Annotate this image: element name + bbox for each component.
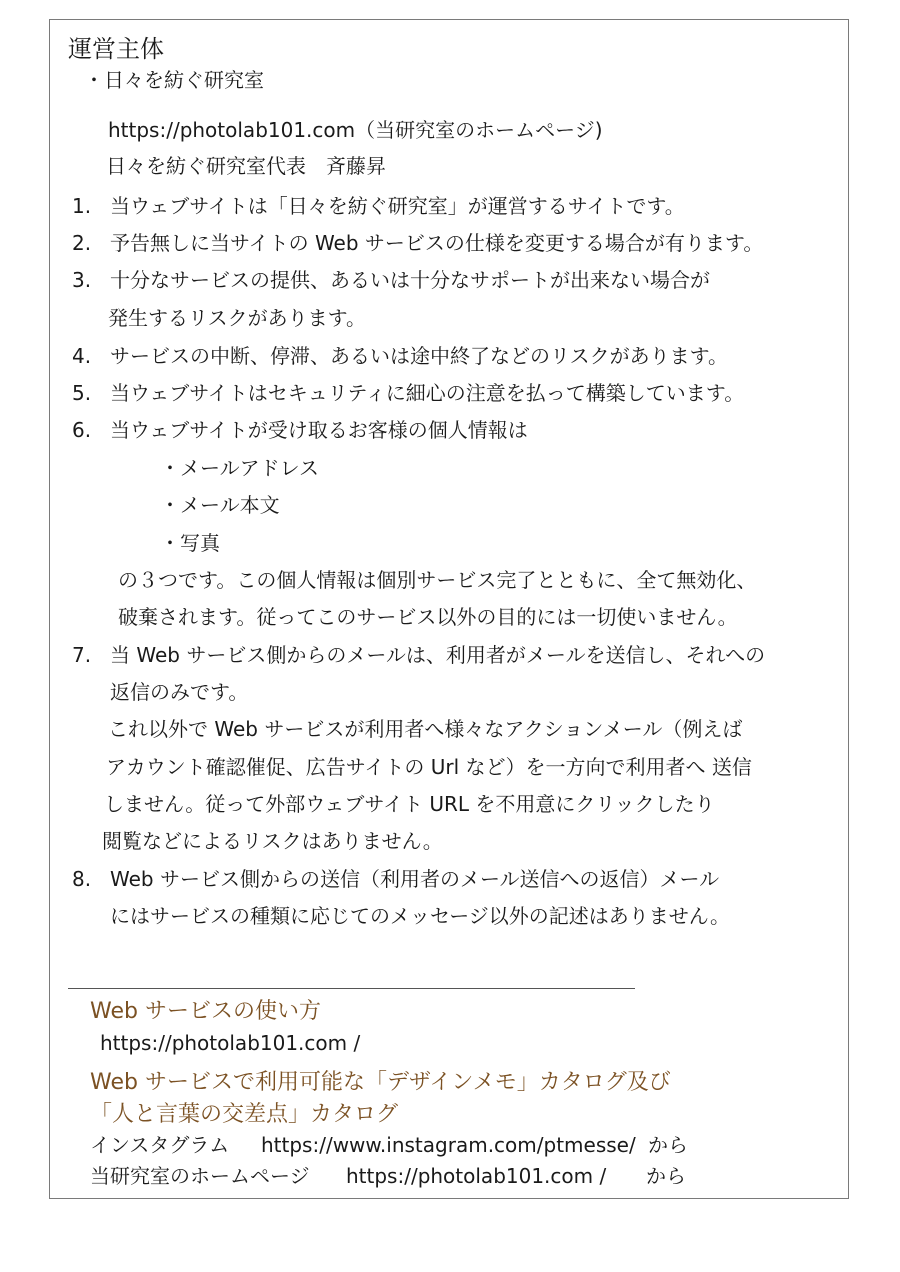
term-line: 当ウェブサイトが受け取るお客様の個人情報は <box>110 418 528 442</box>
operator-url-link[interactable]: https://photolab101.com（当研究室のホームページ) <box>108 118 603 142</box>
term-line: アカウント確認催促、広告サイトの Url など）を一方向で利用者へ 送信 <box>106 755 752 779</box>
usage-url-link[interactable]: https://photolab101.com / <box>100 1031 361 1055</box>
term-line: 閲覧などによるリスクはありません。 <box>102 829 443 853</box>
instagram-suffix: から <box>648 1133 688 1157</box>
term-number: 4. <box>72 344 92 368</box>
list-item: ・メール本文 <box>160 493 280 517</box>
term-number: 8. <box>72 867 92 891</box>
homepage-suffix: から <box>646 1164 686 1188</box>
term-number: 3. <box>72 268 92 292</box>
term-line: 破棄されます。従ってこのサービス以外の目的には一切使いません。 <box>118 605 738 629</box>
homepage-label: 当研究室のホームページ <box>90 1164 310 1188</box>
term-number: 1. <box>72 194 92 218</box>
term-line: サービスの中断、停滞、あるいは途中終了などのリスクがあります。 <box>110 344 728 368</box>
list-item: ・写真 <box>160 531 220 555</box>
term-line: 十分なサービスの提供、あるいは十分なサポートが出来ない場合が <box>110 268 710 292</box>
term-line: の３つです。この個人情報は個別サービス完了とともに、全て無効化、 <box>118 568 757 592</box>
term-line: 発生するリスクがあります。 <box>108 306 366 330</box>
term-line: しません。従って外部ウェブサイト URL を不用意にクリックしたり <box>104 792 715 816</box>
term-number: 2. <box>72 231 92 255</box>
operator-org: ・日々を紡ぐ研究室 <box>84 68 264 92</box>
homepage-url-link[interactable]: https://photolab101.com / <box>346 1164 607 1188</box>
term-number: 5. <box>72 381 92 405</box>
operator-representative: 日々を紡ぐ研究室代表 斉藤昇 <box>106 154 386 178</box>
term-number: 6. <box>72 418 92 442</box>
list-item: ・メールアドレス <box>160 456 319 480</box>
term-line: 当ウェブサイトは「日々を紡ぐ研究室」が運営するサイトです。 <box>110 194 685 218</box>
catalog-heading: Web サービスで利用可能な「デザインメモ」カタログ及び <box>90 1070 671 1095</box>
term-line: 予告無しに当サイトの Web サービスの仕様を変更する場合が有ります。 <box>110 231 764 255</box>
term-line: 返信のみです。 <box>110 680 249 704</box>
term-number: 7. <box>72 643 92 667</box>
term-line: これ以外で Web サービスが利用者へ様々なアクションメール（例えば <box>108 717 743 741</box>
usage-heading: Web サービスの使い方 <box>90 999 321 1024</box>
term-line: 当 Web サービス側からのメールは、利用者がメールを送信し、それへの <box>110 643 766 667</box>
section-divider <box>68 988 635 989</box>
term-line: にはサービスの種類に応じてのメッセージ以外の記述はありません。 <box>110 904 730 928</box>
instagram-label: インスタグラム <box>90 1133 230 1157</box>
instagram-url-link[interactable]: https://www.instagram.com/ptmesse/ <box>261 1133 636 1157</box>
catalog-heading: 「人と言葉の交差点」カタログ <box>90 1102 399 1127</box>
operator-heading: 運営主体 <box>68 35 164 63</box>
term-line: Web サービス側からの送信（利用者のメール送信への返信）メール <box>110 867 720 891</box>
term-line: 当ウェブサイトはセキュリティに細心の注意を払って構築しています。 <box>110 381 745 405</box>
